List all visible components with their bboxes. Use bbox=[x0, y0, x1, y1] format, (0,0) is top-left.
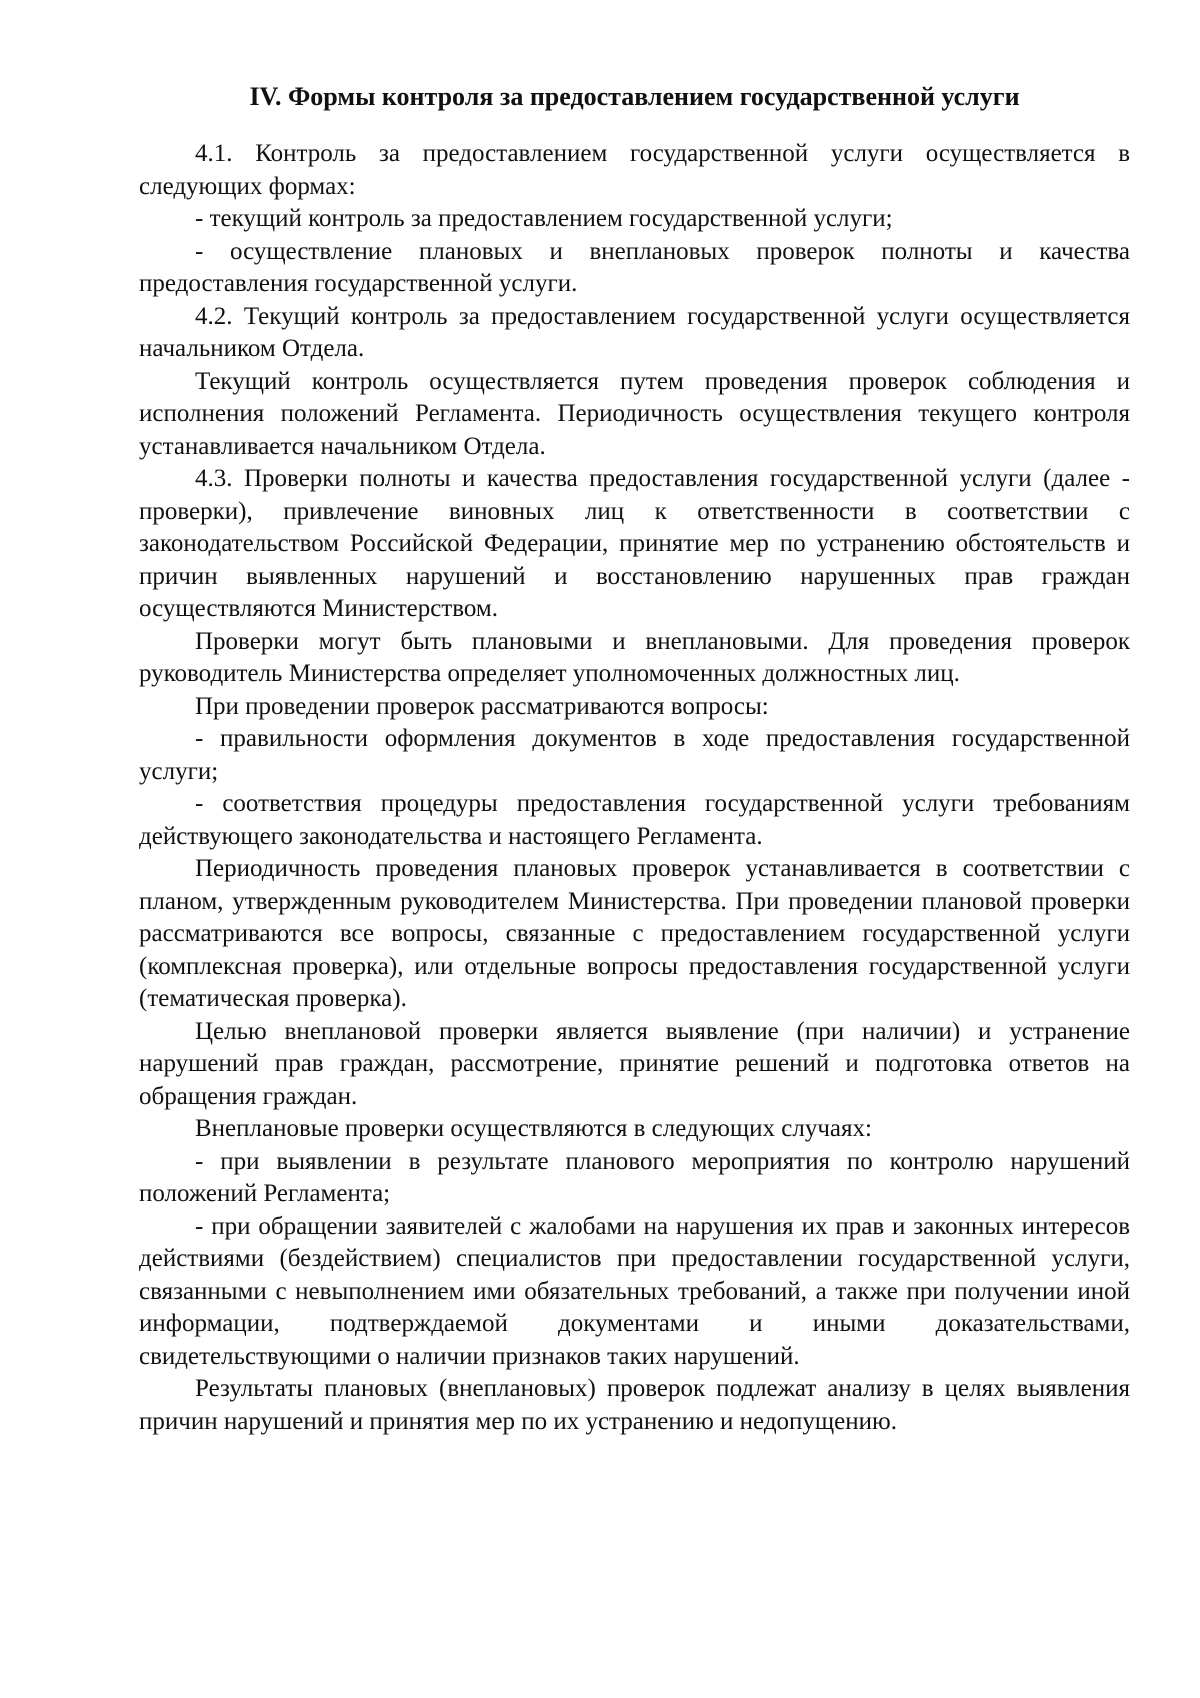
paragraph: Внеплановые проверки осуществляются в следующих случаях: bbox=[195, 1115, 872, 1142]
paragraph: - при обращении заявителей с жалобами на нарушения их прав и законных интересов действиями (бездействием) специалистов при предоставлении государственной услуги, связанными с невыполнением ими обязательных требований, а также при получении иной информации, подтверждаемой документами и иными доказательствами, свидетельствующими о наличии признаков таких нарушений. bbox=[139, 1212, 1130, 1370]
section-heading: IV. Формы контроля за предоставлением государственной услуги bbox=[249, 82, 1020, 111]
paragraph: - при выявлении в результате планового мероприятия по контролю нарушений положений Регламента; bbox=[139, 1147, 1130, 1207]
paragraph: Проверки могут быть плановыми и внеплановыми. Для проведения проверок руководитель Министерства определяет уполномоченных должностных лиц. bbox=[139, 627, 1130, 687]
paragraph: Результаты плановых (внеплановых) проверок подлежат анализу в целях выявления причин нарушений и принятия мер по их устранению и недопущению. bbox=[139, 1375, 1130, 1435]
paragraph: Текущий контроль осуществляется путем проведения проверок соблюдения и исполнения положений Регламента. Периодичность осуществления текущего контроля устанавливается начальником Отдела. bbox=[139, 367, 1130, 460]
paragraph: - текущий контроль за предоставлением государственной услуги; bbox=[195, 205, 893, 232]
document-body bbox=[139, 82, 1130, 1438]
paragraph: Периодичность проведения плановых проверок устанавливается в соответствии с планом, утвержденным руководителем Министерства. При проведении плановой проверки рассматриваются все вопросы, связанные с предоставлением государственной услуги (комплексная проверка), или отдельные вопросы предоставления государственной услуги (тематическая проверка). bbox=[139, 855, 1130, 1012]
paragraph: 4.1. Контроль за предоставлением государственной услуги осуществляется в следующих формах: bbox=[139, 140, 1130, 200]
paragraph: - соответствия процедуры предоставления государственной услуги требованиям действующего законодательства и настоящего Регламента. bbox=[139, 790, 1130, 850]
paragraph: При проведении проверок рассматриваются вопросы: bbox=[195, 692, 769, 720]
paragraph: - правильности оформления документов в ходе предоставления государственной услуги; bbox=[139, 725, 1130, 785]
paragraph: 4.3. Проверки полноты и качества предоставления государственной услуги (далее - проверки), привлечение виновных лиц к ответственности в соответствии с законодательством Российской Федерации, принятие мер по устранению обстоятельств и причин выявленных нарушений и восстановлению нарушенных прав граждан осуществляются Министерством. bbox=[139, 465, 1130, 622]
paragraph: - осуществление плановых и внеплановых проверок полноты и качества предоставления государственной услуги. bbox=[139, 237, 1130, 297]
paragraph: Целью внеплановой проверки является выявление (при наличии) и устранение нарушений прав граждан, рассмотрение, принятие решений и подготовка ответов на обращения граждан. bbox=[139, 1017, 1130, 1110]
paragraph: 4.2. Текущий контроль за предоставлением государственной услуги осуществляется начальником Отдела. bbox=[139, 302, 1130, 362]
